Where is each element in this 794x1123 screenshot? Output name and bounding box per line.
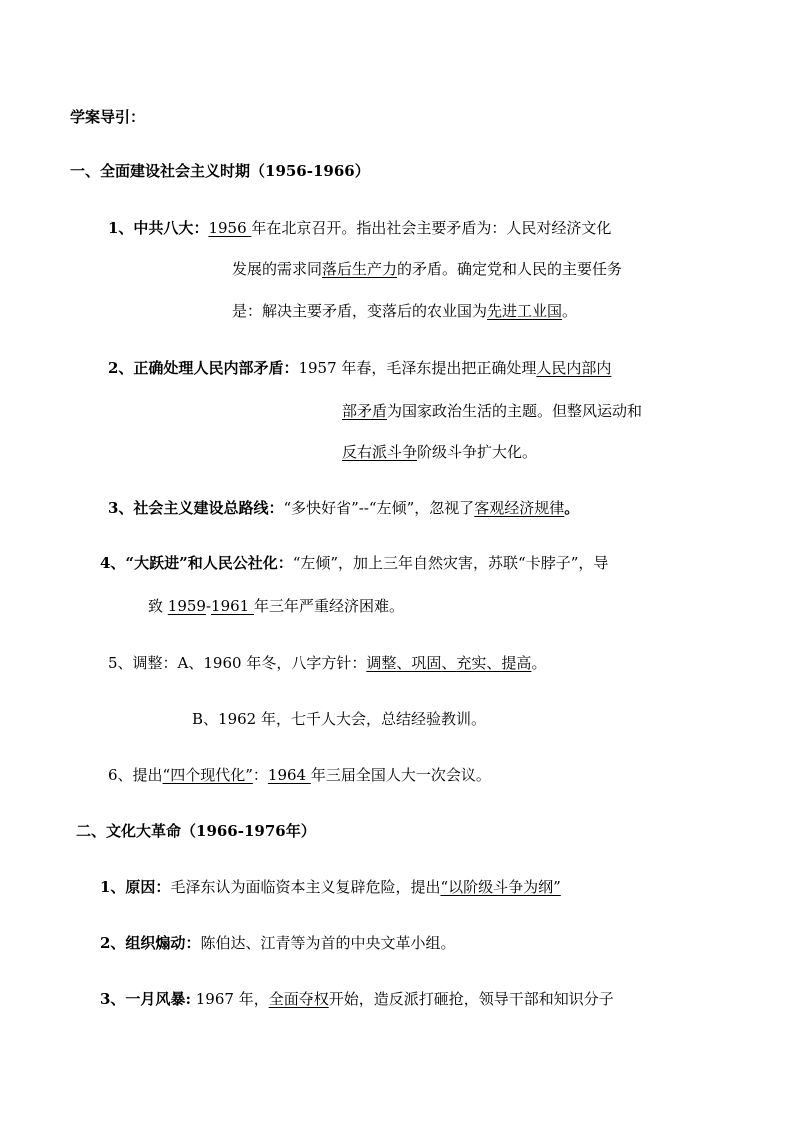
s1-item2-under1a: 人民内部内: [536, 359, 612, 377]
s1-item3-text2: 。: [564, 499, 580, 517]
s1-item2-line2: [342, 400, 642, 422]
s1-item5-sep3: 、: [486, 654, 502, 672]
s1-item4-text3: -: [205, 597, 212, 615]
s2-item1-text1: 毛泽东认为面临资本主义复辟危险，提出: [170, 878, 441, 896]
s1-item6-under2: 1964: [267, 766, 311, 784]
s1-item1-line1: [108, 217, 611, 239]
s1-item3-under1: 客观经济规律: [474, 499, 565, 517]
s1-item6-text3: 年三届全国人大一次会议。: [310, 766, 491, 784]
s2-item2: [100, 932, 455, 954]
section2-title: 二、文化大革命（1966-1976年）: [76, 822, 316, 840]
s2-item1: [100, 876, 561, 898]
s1-item6-text2: ：: [252, 766, 268, 784]
s1-item6-text1: 6、提出: [108, 766, 163, 784]
s2-item1-under1: “以阶级斗争为纲”: [440, 878, 561, 896]
s1-item4-under2: 1961: [211, 597, 254, 615]
s1-item3-text1: “多快好省”--“左倾”，忽视了: [283, 499, 475, 517]
s1-item3: [108, 497, 579, 519]
s1-item1-line3: [232, 300, 577, 322]
s1-item5-text1: 5、调整：A、1960 年冬，八字方针：: [108, 654, 367, 672]
s1-item4-line2: [148, 595, 404, 617]
s1-item1-text2: 发展的需求同: [232, 260, 323, 278]
s1-item5-under3: 充实: [456, 654, 487, 672]
s1-item1-text3: 的矛盾。确定党和人民的主要任务: [397, 260, 623, 278]
s1-item2-label: 2、正确处理人民内部矛盾：: [108, 359, 299, 377]
s1-item2-text1: 1957 年春，毛泽东提出把正确处理: [298, 359, 537, 377]
s1-item2-under1b: 部矛盾: [342, 402, 388, 420]
s2-item3: [100, 988, 614, 1010]
s1-item2-line3: [342, 441, 537, 463]
s1-item6: [108, 764, 491, 786]
s1-item2-text2: 为国家政治生活的主题。但整风运动和: [387, 402, 643, 420]
s2-item3-under1: 全面夺权: [268, 990, 329, 1008]
section1-title: 一、全面建设社会主义时期（1956-1966）: [70, 162, 370, 180]
s2-item3-text1: 1967 年，: [190, 990, 269, 1008]
s1-item4-text2: 致: [148, 597, 168, 615]
s1-item4-label: 4、“大跃进”和人民公社化：: [100, 554, 293, 572]
s1-item4-text1: “左倾”，加上三年自然灾害，苏联“卡脖子”，导: [292, 554, 609, 572]
s2-item1-label: 1、原因：: [100, 878, 171, 896]
s1-item1-label: 1、中共八大：: [108, 219, 209, 237]
s1-item4-under1: 1959: [167, 597, 206, 615]
s1-item1-line2: [232, 258, 622, 280]
s2-item3-label: 3、一月风暴:: [100, 990, 191, 1008]
s1-item5-line1: [108, 652, 546, 674]
s1-item1-under2: 先进工业国: [487, 302, 563, 320]
s1-item2-text3: 阶级斗争扩大化。: [417, 443, 538, 461]
s1-item5-under1: 调整: [366, 654, 397, 672]
s1-item5-under4: 提高: [501, 654, 532, 672]
s1-item1-year: 1956: [208, 219, 252, 237]
s1-item1-text5: 。: [562, 302, 578, 320]
s1-item3-label: 3、社会主义建设总路线：: [108, 499, 284, 517]
s1-item4-text4: 年三年严重经济困难。: [254, 597, 405, 615]
s1-item2-under2: 反右派斗争: [342, 443, 418, 461]
s1-item5-sep4: 。: [531, 654, 547, 672]
s1-item5-line2: B、1962 年，七千人大会，总结经验教训。: [192, 710, 486, 728]
s2-item3-text2: 开始，造反派打砸抢，领导干部和知识分子: [328, 990, 614, 1008]
s1-item1-text1: 年在北京召开。指出社会主要矛盾为：人民对经济文化: [251, 219, 612, 237]
s2-item2-text1: 陈伯达、江青等为首的中央文革小组。: [200, 934, 456, 952]
s1-item5-sep2: 、: [441, 654, 457, 672]
s1-item5-under2: 巩固: [411, 654, 442, 672]
s1-item4-line1: [100, 552, 608, 574]
s2-item2-label: 2、组织煽动：: [100, 934, 201, 952]
s1-item1-under1: 落后生产力: [322, 260, 398, 278]
s1-item1-text4: 是：解决主要矛盾，变落后的农业国为: [232, 302, 488, 320]
s1-item5-sep1: 、: [396, 654, 412, 672]
heading: 学案导引：: [70, 108, 146, 126]
s1-item6-under1: “四个现代化”: [162, 766, 253, 784]
s1-item2-line1: [108, 357, 611, 379]
